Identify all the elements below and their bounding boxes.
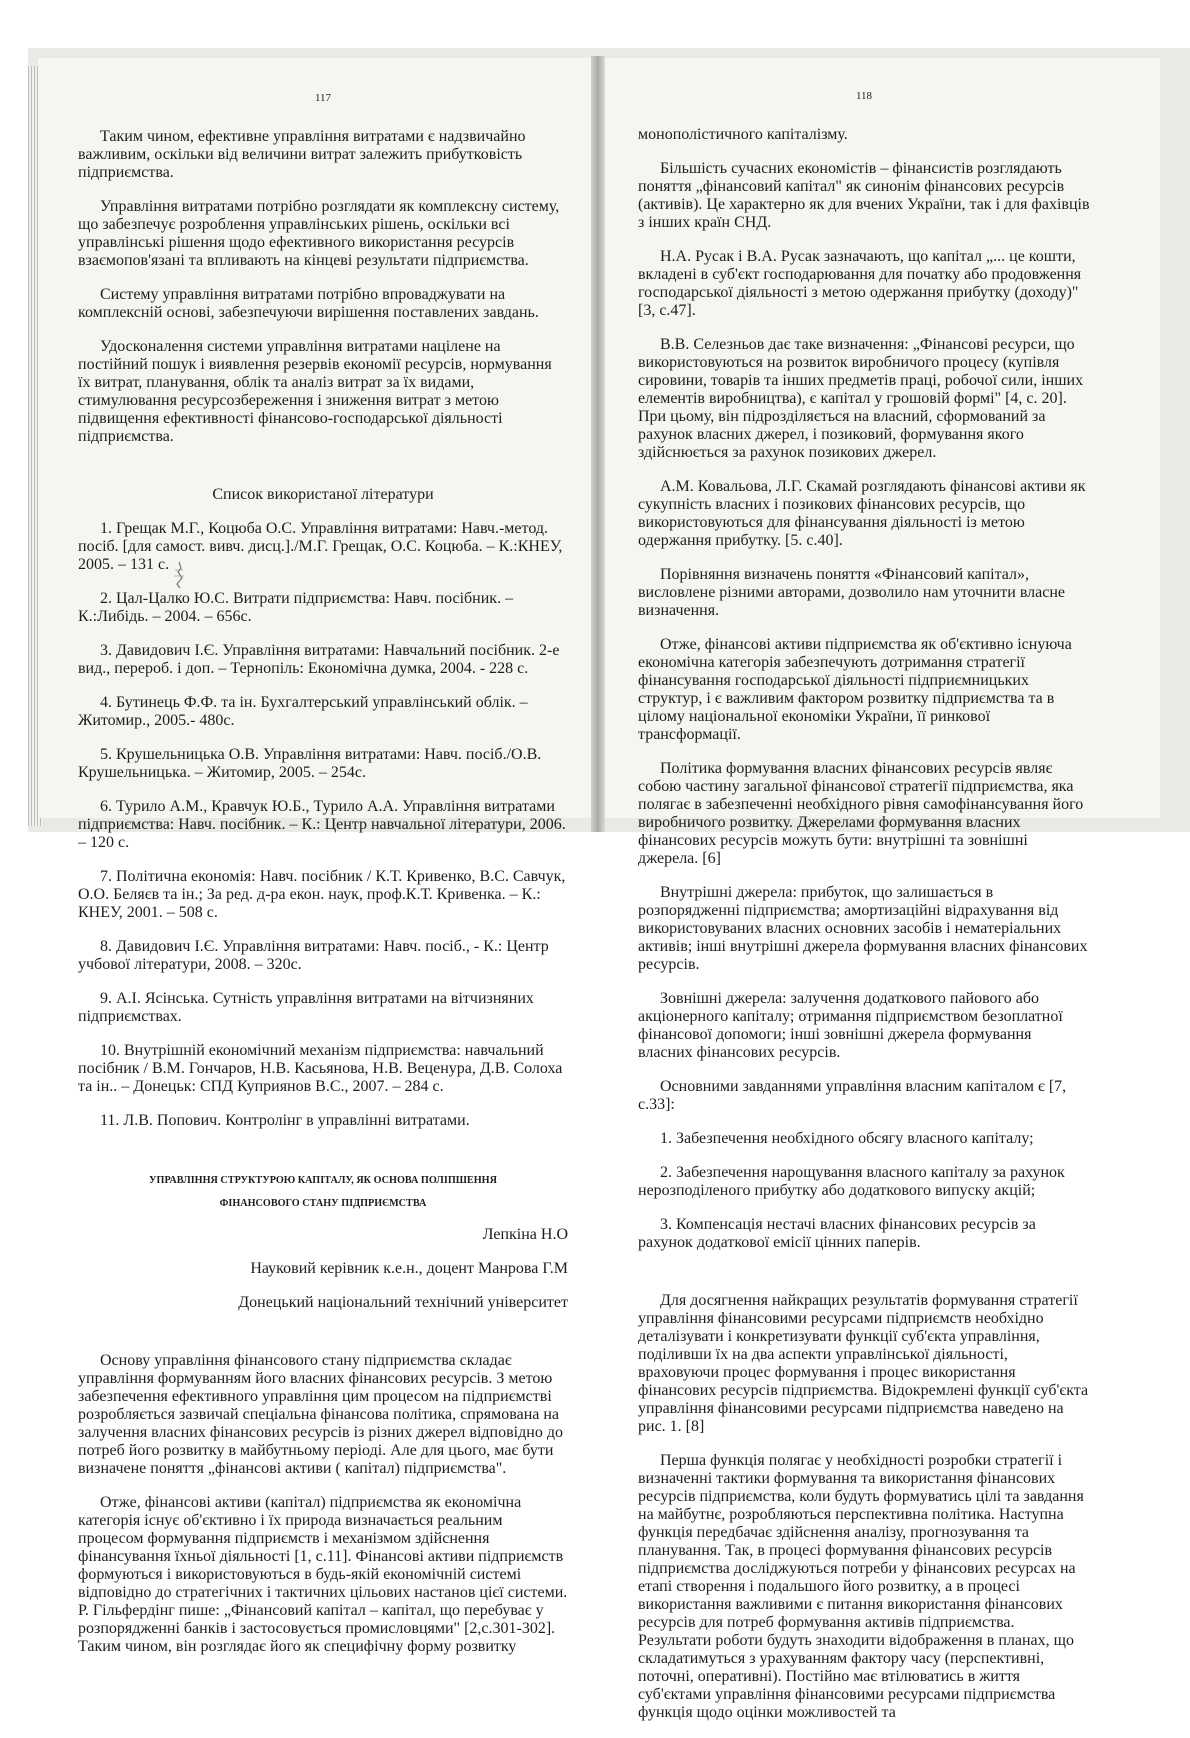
- paragraph: Управління витратами потрібно розглядати як комплексну систему, що забезпечує розроблення управлінських рішень, оскільки всі управлінські рішення щодо ефективного використання ресурсів взаємопов'язані та впливають на кінцеві результати підприємства.: [78, 198, 560, 269]
- article-university: Донецький національний технічний університет: [238, 1294, 568, 1312]
- paragraph: В.В. Селезньов дає таке визначення: „Фінансові ресурси, що використовуються на розвиток виробничого процесу (купівля сировини, товарів та інших предметів праці, робочої сили, інших елементів виробництва), є капітал у грошовій формі" [4, с. 20]. При цьому, він підрозділяється на власний, сформований за рахунок власних джерел, і позиковий, формування якого здійснюється за рахунок позикових джерел.: [638, 336, 1084, 461]
- paragraph: Основними завданнями управління власним капіталом є [7, с.33]:: [638, 1078, 1067, 1113]
- paragraph: А.М. Ковальова, Л.Г. Скамай розглядають фінансові активи як сукупність власних і позикових фінансових ресурсів, що використовуються для фінансування діяльності із метою одержання прибутку. [5. с.40].: [638, 478, 1086, 549]
- paragraph: Більшість сучасних економістів – фінансистів розглядають поняття „фінансовий капітал" як синонім фінансових ресурсів (активів). Це характерно як для вчених України, так і для фахівців з інших країн СНД.: [638, 160, 1090, 231]
- paragraph: Перша функція полягає у необхідності розробки стратегії і визначенні тактики формування та використання фінансових ресурсів підприємства, коли будуть формуватись цілі та завдання на майбутнє, розробляються перспективна політика. Наступна функція передбачає здійснення аналізу, прогнозування та планування. Так, в процесі формування фінансових ресурсів підприємства досліджуються потреби у фінансових ресурсах на етапі створення і подальшого його розвитку, а в процесі використання важливими є питання використання фінансових ресурсів для потреб формування активів підприємства. Результати роботи будуть знаходити відображення в планах, що складатимуться з урахуванням фактору часу (перспективні, поточні, оперативні). Постійно має втілюватись в життя суб'єктами управління фінансовими ресурсами підприємства функція щодо оцінки можливостей та: [638, 1452, 1084, 1721]
- references-title: Список використаної літератури: [212, 486, 434, 503]
- paragraph: Політика формування власних фінансових ресурсів являє собою частину загальної фінансової стратегії підприємства, яка полягає в забезпеченні необхідного рівня самофінансування його виробничого розвитку. Джерелами формування власних фінансових ресурсів можуть бути: внутрішні та зовнішні джерела. [6]: [638, 760, 1084, 867]
- paragraph: Основу управління фінансового стану підприємства складає управління формуванням його власних фінансових ресурсів. З метою забезпечення ефективного управління цим процесом на підприємстві розробляється зазвичай спеціальна фінансова політика, спрямована на залучення власних фінансових ресурсів із різних джерел відповідно до потреб його розвитку в майбутньому періоді. Але для цього, має бути визначене поняття „фінансові активи ( капітал) підприємства".: [78, 1352, 563, 1478]
- reference-item: 8. Давидович І.Є. Управління витратами: Навч. посіб., - К.: Центр учбової літератури, 2008. – 320с.: [78, 938, 549, 973]
- reference-item: 9. А.І. Ясінська. Сутність управління витратами на вітчизняних підприємствах.: [78, 990, 534, 1025]
- reference-item: 3. Давидович І.Є. Управління витратами: Навчальний посібник. 2-е вид., перероб. і доп. – Тернопіль: Економічна думка, 2004. - 228 с.: [78, 642, 560, 677]
- article-author: Лепкіна Н.О: [482, 1226, 568, 1244]
- reference-item: 2. Цал-Цалко Ю.С. Витрати підприємства: Навч. посібник. – К.:Либідь. – 2004. – 656с.: [78, 590, 514, 625]
- paragraph: Внутрішні джерела: прибуток, що залишається в розпорядженні підприємства; амортизаційні відрахування від використовуваних власних основних засобів і нематеріальних активів; інші внутрішні джерела формування власних фінансових ресурсів.: [638, 884, 1088, 973]
- book-gutter: [591, 56, 605, 832]
- task-item: 2. Забезпечення нарощування власного капіталу за рахунок нерозподіленого прибутку або додаткового випуску акцій;: [638, 1164, 1065, 1199]
- reference-item: 6. Турило А.М., Кравчук Ю.Б., Турило А.А. Управління витратами підприємства: Навч. посібник. – К.: Центр навчальної літератури, 2006. – 120 с.: [78, 798, 566, 851]
- paragraph: монополістичного капіталізму.: [638, 126, 848, 143]
- reference-item: 7. Політична економія: Навч. посібник / К.Т. Кривенко, В.С. Савчук, О.О. Беляєв та ін.; За ред. д-ра екон. наук, проф.К.Т. Кривенка. – К.: КНЕУ, 2001. – 508 с.: [78, 868, 566, 921]
- task-item: 1. Забезпечення необхідного обсягу власного капіталу;: [660, 1130, 1034, 1147]
- ink-mark-icon: [170, 560, 188, 590]
- reference-item: 11. Л.В. Попович. Контролінг в управлінні витратами.: [100, 1112, 470, 1129]
- article-title-line-2: ФІНАНСОВОГО СТАНУ ПІДПРИЄМСТВА: [219, 1198, 427, 1210]
- right-page-text: [638, 90, 1090, 1738]
- article-supervisor: Науковий керівник к.е.н., доцент Манрова Г.М: [250, 1260, 568, 1278]
- task-item: 3. Компенсація нестачі власних фінансових ресурсів за рахунок додаткової емісії цінних паперів.: [638, 1216, 1036, 1251]
- paragraph: Отже, фінансові активи підприємства як об'єктивно існуюча економічна категорія забезпечують дотримання стратегії фінансування господарської діяльності підприємницьких структур, і є важливим фактором розвитку підприємства та в цілому національної економіки України, її ринкової трансформації.: [638, 636, 1072, 743]
- reference-item: 10. Внутрішній економічний механізм підприємства: навчальний посібник / В.М. Гончаров, Н.В. Касьянова, Н.В. Веценура, Д.В. Солоха та ін.. – Донецьк: СПД Куприянов В.С., 2007. – 284 с.: [78, 1042, 563, 1095]
- reference-item: 4. Бутинець Ф.Ф. та ін. Бухгалтерський управлінський облік. – Житомир., 2005.- 480с.: [78, 694, 528, 729]
- page-number: 118: [855, 90, 873, 102]
- paragraph: Для досягнення найкращих результатів формування стратегії управління фінансовими ресурсами підприємств необхідно деталізувати і конкретизувати функції суб'єкта управління, поділивши їх на два аспекти управлінської діяльності, враховуючи процес формування і процес використання фінансових ресурсів підприємства. Відокремлені функції суб'єкта управління фінансовими ресурсами підприємства наведено на рис. 1. [8]: [638, 1292, 1089, 1435]
- paragraph: Порівняння визначень поняття «Фінансовий капітал», висловлене різними авторами, дозволило нам уточнити власне визначення.: [638, 566, 1066, 619]
- page-number: 117: [314, 92, 332, 104]
- paragraph: Систему управління витратами потрібно впроваджувати на комплексній основі, забезпечуючи вирішення поставлених завдань.: [78, 286, 539, 321]
- paragraph: Отже, фінансові активи (капітал) підприємства як економічна категорія існує об'єктивно і їх природа визначається реальним процесом формування підприємств і механізмом здійснення фінансування їхньої діяльності [1, с.11]. Фінансові активи підприємств формуються і використовуються в будь-якій економічній системі відповідно до стратегічних і тактичних цільових настанов цієї системи. Р. Гільфердінг пише: „Фінансовий капітал – капітал, що перебуває у розпорядженні банків і застосовується промисловцями" [2,с.301-302]. Таким чином, він розглядає його як специфічну форму розвитку: [78, 1494, 568, 1656]
- article-title: УПРАВЛІННЯ СТРУКТУРОЮ КАПІТАЛУ, ЯК ОСНОВА ПОЛІПШЕННЯ: [149, 1175, 497, 1187]
- reference-item: 1. Грещак М.Г., Коцюба О.С. Управління витратами: Навч.-метод. посіб. [для самост. вивч. дисц.]./М.Г. Грещак, О.С. Коцюба. – К.:КНЕУ, 2005. – 131 с.: [78, 520, 563, 573]
- paragraph: Н.А. Русак і В.А. Русак зазначають, що капітал „... це кошти, вкладені в суб'єкт господарювання для початку або продовження господарської діяльності з метою одержання прибутку (доходу)" [3, с.47].: [638, 248, 1082, 319]
- paragraph: Зовнішні джерела: залучення додаткового пайового або акціонерного капіталу; отримання підприємством безоплатної фінансової допомоги; інші зовнішні джерела формування власних фінансових ресурсів.: [638, 990, 1063, 1061]
- paragraph: Таким чином, ефективне управління витратами є надзвичайно важливим, оскільки від величини витрат залежить прибутковість підприємства.: [78, 128, 526, 181]
- left-page-text: [78, 92, 568, 1672]
- reference-item: 5. Крушельницька О.В. Управління витратами: Навч. посіб./О.В. Крушельницька. – Житомир, 2005. – 254с.: [78, 746, 542, 781]
- paragraph: Удосконалення системи управління витратами націлене на постійний пошук і виявлення резервів економії ресурсів, нормування їх витрат, планування, облік та аналіз витрат за їх видами, стимулювання ресурсозбереження і зниження витрат з метою підвищення ефективності фінансово-господарської діяльності підприємства.: [78, 338, 552, 445]
